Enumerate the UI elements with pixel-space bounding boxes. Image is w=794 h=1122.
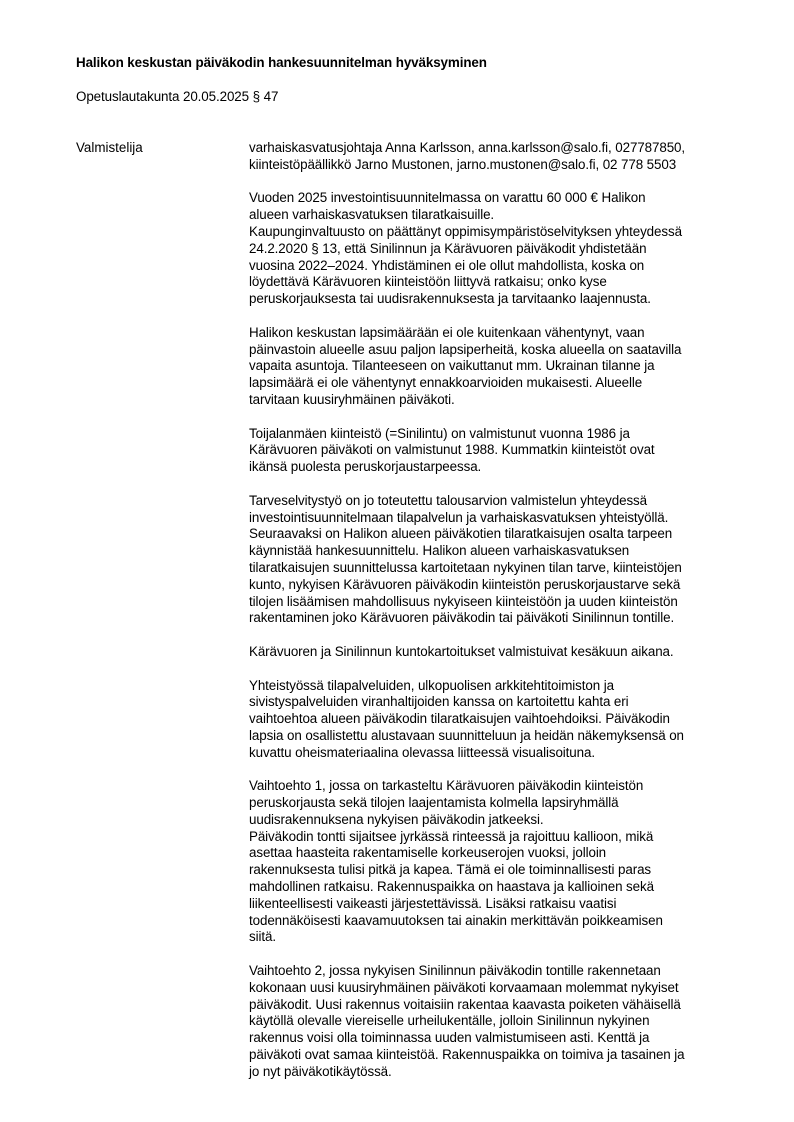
document-body — [249, 140, 749, 1097]
paragraph — [249, 778, 749, 946]
text-line: 24.2.2020 § 13, että Sinilinnun ja Kärävuoren päiväkodit yhdistetään — [249, 240, 647, 256]
text-line: tarvitaan kuusiryhmäinen päiväkoti. — [249, 391, 455, 407]
paragraph — [249, 644, 749, 661]
paragraph — [249, 493, 749, 627]
text-line: käynnistää hankesuunnittelu. Halikon alueen varhaiskasvatuksen — [249, 543, 630, 559]
text-line: Kärävuoren päiväkoti on valmistunut 1988. Kummatkin kiinteistöt ovat — [249, 442, 655, 458]
text-line: kokonaan uusi kuusiryhmäinen päiväkoti korvaamaan molemmat nykyiset — [249, 979, 679, 995]
text-line: liikenteellisesti vaikeasti järjestettävissä. Lisäksi ratkaisu vaatisi — [249, 895, 617, 911]
text-line: Vuoden 2025 investointisuunnitelmassa on varattu 60 000 € Halikon — [249, 190, 646, 206]
text-line: päiväkoti ovat samaa kiinteistöä. Rakennuspaikka on toimiva ja tasainen ja — [249, 1047, 685, 1063]
text-line: Päiväkodin tontti sijaitsee jyrkässä rinteessä ja rajoittuu kallioon, mikä — [249, 828, 654, 844]
text-line: tilaratkaisujen suunnittelussa kartoitetaan nykyinen tilan tarve, kiinteistöjen — [249, 559, 682, 575]
text-line: peruskorjauksesta tai uudisrakennuksesta ja tarvitaanko laajennusta. — [249, 291, 651, 307]
text-line: Vaihtoehto 2, jossa nykyisen Sinilinnun päiväkodin tontille rakennetaan — [249, 963, 661, 979]
text-line: rakennus voisi olla toiminnassa uuden valmistumiseen asti. Kenttä ja — [249, 1030, 650, 1046]
text-line: kiinteistöpäällikkö Jarno Mustonen, jarno.mustonen@salo.fi, 02 778 5503 — [249, 156, 677, 172]
text-line: ikänsä puolesta peruskorjaustarpeessa. — [249, 459, 482, 475]
text-line: siitä. — [249, 929, 276, 945]
text-line: uudisrakennuksena nykyisen päiväkodin jatkeeksi. — [249, 811, 544, 827]
text-line: rakentaminen joko Kärävuoren päiväkodin tai päiväkoti Sinilinnun tontille. — [249, 610, 675, 626]
text-line: peruskorjausta sekä tilojen laajentamista kolmella lapsiryhmällä — [249, 795, 619, 811]
text-line: asettaa haasteita rakentamiselle korkeuserojen vuoksi, jolloin — [249, 845, 607, 861]
text-line: sivistyspalveluiden viranhaltijoiden kanssa on kartoitettu kahta eri — [249, 694, 629, 710]
text-line: tilojen lisäämisen mahdollisuus nykyiseen kiinteistöön ja uuden kiinteistön — [249, 593, 678, 609]
paragraph — [249, 426, 749, 476]
text-line: Vaihtoehto 1, jossa on tarkasteltu Kärävuoren päiväkodin kiinteistön — [249, 778, 644, 794]
preparer-label: Valmistelija — [76, 140, 143, 155]
paragraph — [249, 190, 749, 308]
paragraph — [249, 963, 749, 1081]
paragraph — [249, 678, 749, 762]
text-line: vuosina 2022–2024. Yhdistäminen ei ole ollut mahdollista, koska on — [249, 257, 645, 273]
text-line: lapsimäärä ei ole vähentynyt ennakkoarvioiden mukaisesti. Alueelle — [249, 375, 643, 391]
text-line: Tarveselvitystyö on jo toteutettu talousarvion valmistelun yhteydessä — [249, 492, 648, 508]
document-title: Halikon keskustan päiväkodin hankesuunnitelman hyväksyminen — [76, 55, 487, 70]
text-line: alueen varhaiskasvatuksen tilaratkaisuille. — [249, 207, 495, 223]
paragraph — [249, 325, 749, 409]
text-line: kuvattu oheismateriaalina olevassa liitteessä visualisoituna. — [249, 744, 595, 760]
text-line: Halikon keskustan lapsimäärään ei ole kuitenkaan vähentynyt, vaan — [249, 324, 645, 340]
text-line: todennäköisesti kaavamuutoksen tai ainakin merkittävän poikkeamisen — [249, 912, 663, 928]
text-line: käytöllä olevalle viereiselle urheilukentälle, jolloin Sinilinnun nykyinen — [249, 1013, 650, 1029]
text-line: Seuraavaksi on Halikon alueen päiväkotien tilaratkaisujen osalta tarpeen — [249, 526, 673, 542]
text-line: kunto, nykyisen Kärävuoren päiväkodin kiinteistön peruskorjaustarve sekä — [249, 576, 681, 592]
text-line: mahdollinen ratkaisu. Rakennuspaikka on haastava ja kallioinen sekä — [249, 879, 654, 895]
text-line: päiväkodit. Uusi rakennus voitaisiin rakentaa kaavasta poiketen vähäisellä — [249, 996, 681, 1012]
text-line: lapsia on osallistettu alustavaan suunnitteluun ja heidän näkemyksensä on — [249, 727, 684, 743]
text-line: rakennuksesta tulisi pitkä ja kapea. Tämä ei ole toiminnallisesti paras — [249, 862, 652, 878]
text-line: vaihtoehtoa alueen päiväkodin tilaratkaisujen vaihtoehdoiksi. Päiväkodin — [249, 711, 670, 727]
text-line: löydettävä Kärävuoren kiinteistöön liittyvä ratkaisu; onko kyse — [249, 274, 607, 290]
text-line: Yhteistyössä tilapalveluiden, ulkopuolisen arkkitehtitoimiston ja — [249, 677, 614, 693]
text-line: päinvastoin alueelle asuu paljon lapsiperheitä, koska alueella on saatavilla — [249, 341, 682, 357]
text-line: vapaita asuntoja. Tilanteeseen on vaikuttanut mm. Ukrainan tilanne ja — [249, 358, 655, 374]
meeting-reference: Opetuslautakunta 20.05.2025 § 47 — [76, 89, 279, 104]
text-line: investointisuunnitelmaan tilapalvelun ja varhaiskasvatuksen yhteistyöllä. — [249, 509, 669, 525]
text-line: Kärävuoren ja Sinilinnun kuntokartoitukset valmistuivat kesäkuun aikana. — [249, 643, 674, 659]
text-line: Toijalanmäen kiinteistö (=Sinilintu) on valmistunut vuonna 1986 ja — [249, 425, 630, 441]
text-line: Kaupunginvaltuusto on päättänyt oppimisympäristöselvityksen yhteydessä — [249, 223, 682, 239]
text-line: jo nyt päiväkotikäytössä. — [249, 1063, 392, 1079]
preparer-contacts — [249, 140, 749, 174]
text-line: varhaiskasvatusjohtaja Anna Karlsson, anna.karlsson@salo.fi, 027787850, — [249, 140, 686, 155]
